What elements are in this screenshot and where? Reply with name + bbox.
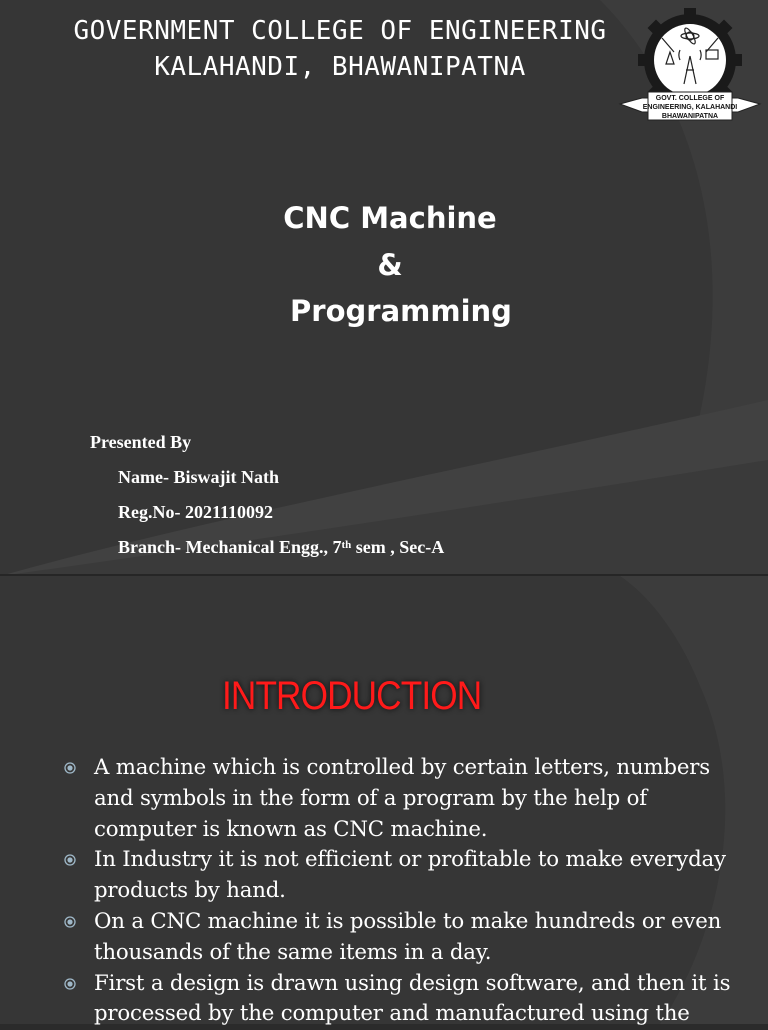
bullet-text: On a CNC machine it is possible to make hundreds or even thousands of the same items in a day. [94,908,722,965]
presented-by-label: Presented By [90,432,192,452]
branch-superscript: th [341,539,352,551]
title-line1: CNC Machine [283,201,497,235]
introduction-bullet-list [60,753,750,1030]
presenter-name: Name- Biswajit Nath [118,467,279,487]
presenter-branch [118,536,444,558]
list-item [60,845,750,907]
bullet-text: First a design is drawn using design software, and then it is processed by the computer and manufactured using the [94,970,731,1027]
branch-suffix: sem , Sec-A [351,537,445,557]
list-item [60,753,750,845]
logo-banner-line3: BHAWANIPATNA [661,113,719,120]
title-line3: Programming [290,294,512,328]
title-line2: & [377,248,403,282]
bullet-text: A machine which is controlled by certain letters, numbers and symbols in the form of a program by the help of computer is known as CNC machine. [94,755,710,842]
bullet-icon [64,762,76,774]
bullet-icon [64,916,76,928]
introduction-heading: INTRODUCTION [222,674,482,718]
college-name-line1: GOVERNMENT COLLEGE OF ENGINEERING [73,16,607,46]
list-item [60,907,750,969]
bullet-icon [64,978,76,990]
logo-banner [620,92,760,120]
logo-banner-line2: ENGINEERING, KALAHANDI [642,104,738,111]
college-logo [614,8,766,128]
logo-banner-line1: GOVT. COLLEGE OF [655,95,725,102]
list-item [60,969,750,1030]
bullet-icon [64,854,76,866]
bullet-text: In Industry it is not efficient or profitable to make everyday products by hand. [94,847,726,904]
presenter-reg-no: Reg.No- 2021110092 [118,502,273,522]
branch-prefix: Branch- Mechanical Engg., 7 [118,537,342,557]
college-name-line2: KALAHANDI, BHAWANIPATNA [154,52,526,82]
